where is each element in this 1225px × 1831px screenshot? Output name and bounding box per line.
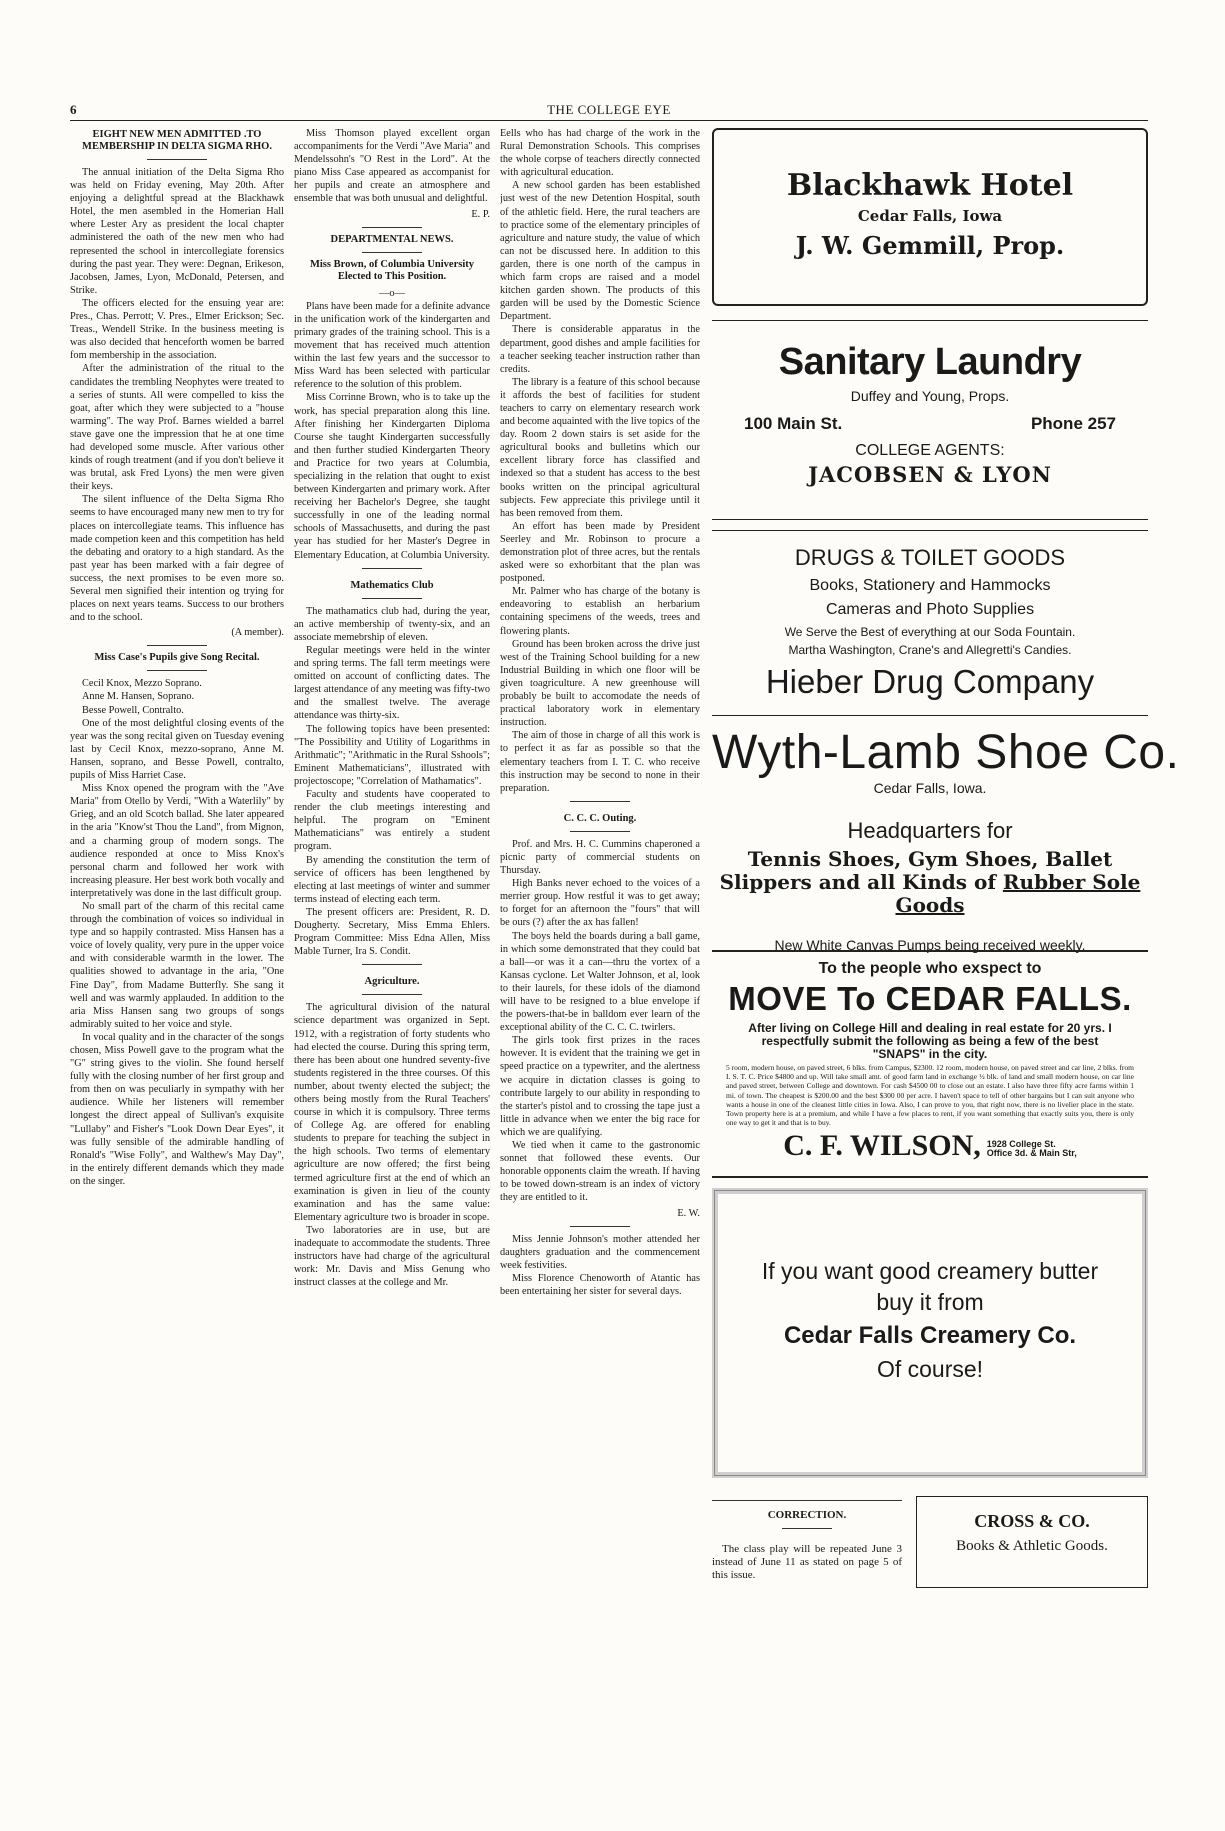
drugs-line: Cameras and Photo Supplies: [825, 601, 1035, 618]
paragraph: Ground has been broken across the drive just west of the Training School building for a new Industrial Building in which one floor will be given toagriculture. A new greenhouse will probably be built to accomodate the needs of practical laboratory work in elementary instruction.: [500, 638, 700, 729]
divider: [147, 159, 207, 160]
divider: [570, 831, 630, 832]
signature: E. P.: [471, 208, 490, 220]
correction-text: The class play will be repeated June 3 instead of June 11 as stated on page 5 of this issue.: [712, 1543, 902, 1581]
paragraph: Miss Florence Chenoworth of Atantic has been entertaining her sister for several days.: [500, 1272, 700, 1297]
paragraph: The following topics have been presented: "The Possibility and Utility of Logarithms in Arithmatic"; "Arithmatic in the Rural Sshools"; Eminent Mathematicians", illustrated with projectoscope; "Correlation of Mathamatics".: [294, 723, 490, 787]
article-title-miss-brown: Miss Brown, of Columbia University Elected to This Position.: [309, 258, 475, 282]
paragraph: We tied when it came to the gastronomic sonnet that followed these events. Our honorable opponents claim the wreath. If having to be towed down-stream is an index of victory they are entitled to it.: [500, 1140, 700, 1204]
divider: [712, 1500, 902, 1501]
wilson-address-line: Office 3d. & Main Str,: [986, 1147, 1077, 1158]
paragraph: In vocal quality and in the character of the songs chosen, Miss Powell gave to the program what the "G" string gives to the violin. She found herself fully with the closing number of her first group and from then on was peculiarly in sympathy with her audience. While her listeners will remember longest the direct appeal of Sullivan's exquisite "Lullaby" and Fisher's "Look Down Dear Eyes", it was fully sensible of the admirable handling of Ronald's "Wise Folly", and Walthew's May Day", in the entirely different demands which they made on the singer.: [70, 1031, 284, 1187]
divider: [362, 568, 422, 569]
column-3: [500, 127, 700, 1787]
divider: [782, 1528, 832, 1529]
paragraph: Miss Jennie Johnson's mother attended her daughters graduation and the commencement week festivities.: [500, 1233, 700, 1271]
signature: E. W.: [677, 1207, 700, 1219]
wilson-body: After living on College Hill and dealing in real estate for 20 yrs. I respectfully submit the following as being a few of the best "SNAPS" in the city.: [748, 1021, 1112, 1061]
masthead: THE COLLEGE EYE: [547, 102, 671, 117]
ad-wyth-lamb-shoe: [712, 723, 1180, 953]
paragraph: The aim of those in charge of all this work is to perfect it as far as possible so that the elementary teachers from I. T. C. who receive this instruction may be second to none in their preparation.: [500, 730, 700, 794]
shoe-products-underlined: Rubber Sole Goods: [895, 870, 1141, 917]
paragraph: Faculty and students have cooperated to render the club meetings interesting and helpful. The program on "Eminent Mathematicians" was entirely a student program.: [294, 789, 490, 853]
wilson-name: C. F. WILSON,: [783, 1129, 981, 1163]
performer-line: Anne M. Hansen, Soprano.: [82, 691, 195, 703]
divider: [570, 801, 630, 802]
wilson-address-line: 1928 College St.: [986, 1138, 1056, 1149]
paragraph: Regular meetings were held in the winter and spring terms. The fall term meetings were omitted on account of conflicting dates. The largest attendance of any meeting was fifty-two and the smallest twelve. The average attendance was thirty-six.: [294, 645, 490, 722]
ornament: —o—: [379, 287, 405, 299]
divider: [147, 645, 207, 646]
ad-blackhawk-hotel: [712, 128, 1148, 306]
article-title-mathematics-club: Mathematics Club: [350, 579, 434, 591]
wilson-address: [987, 1140, 1077, 1158]
divider: [362, 252, 422, 253]
divider: [362, 994, 422, 995]
wilson-signature: [712, 1129, 1148, 1163]
cross-description: Books & Athletic Goods.: [956, 1538, 1108, 1554]
paragraph: A new school garden has been established just west of the new Detention Hospital, south of the athletic field. Here, the rural teachers are to practice some of the elementary principles of agriculture and nature study, the value of which can not be discussed here. In addition to this garden, there is one north of the campus in which farm crops are raised and a model kitchen garden shown. The products of this garden will be used by the Domestic Science Department.: [500, 180, 700, 323]
drugs-line: Martha Washington, Crane's and Allegretti's Candies.: [788, 643, 1072, 657]
hotel-name: Blackhawk Hotel: [786, 168, 1074, 203]
paragraph: Prof. and Mrs. H. C. Cummins chaperoned a picnic party of commercial students on Thursday.: [500, 838, 700, 877]
paragraph: An effort has been made by President Seerley and Mr. Robinson to procure a demonstration plot of three acres, but the rentals asked were so exhorbitant that the plan was postponed.: [500, 520, 700, 585]
paragraph: The agricultural division of the natural science department was organized in Sept. 1912, with a registration of forty students who had elected the course. During this spring term, there has been about one hundred seventy-five students registered in the three courses. Of this number, about twenty elected the subject; the others being mostly from the Rural Teachers' course in which it is compulsory. Three terms of College Ag. are offered for enabling students to prepare for teaching the subject in the high schools. Two terms of elementary agriculture are now offered; the first being termed agriculture first at the end of which an examination is given in lieu of the county examination and has the same value: Elementary agriculture two is broader in scope.: [294, 1002, 490, 1223]
drugs-line: Books, Stationery and Hammocks: [809, 577, 1051, 594]
correction-title: CORRECTION.: [767, 1509, 847, 1521]
article-title-delta-sigma-rho: EIGHT NEW MEN ADMITTED .TO MEMBERSHIP IN DELTA SIGMA RHO.: [82, 129, 272, 152]
ad-hieber-drug: [712, 530, 1148, 716]
paragraph: There is considerable apparatus in the department, good dishes and ample facilities for a teacher seeking teacher instruction rather than credits.: [500, 324, 700, 375]
laundry-agents: JACOBSEN & LYON: [808, 462, 1052, 487]
paragraph: After the administration of the ritual to the candidates the trembling Neophytes were treated to a series of stunts. All were compelled to kiss the goat, after which they were subjected to a "house warming". The way Prof. Barnes wielded a barrel stave gave one the impression that he at one time had developed some muscle. After various other kinds of rough treatment (and if you don't believe it was brutal, ask Fred Lyons) the men were given their keys.: [70, 363, 284, 493]
paragraph: Miss Knox opened the program with the "Ave Maria" from Otello by Verdi, "With a Waterlily" by Grieg, and an old Scotch ballad. She later appeared in the aria "Know'st Thou the Land", from Mignon, and a charming group of modern songs. The audience responded at once to Miss Knox's personal charm and followed her work with increasing pleasure. Her best work both vocally and interpretatively was done in the last difficult group.: [70, 783, 284, 899]
page-number: 6: [70, 102, 77, 117]
article-title-agriculture: Agriculture.: [364, 976, 420, 988]
ad-cross-and-co: [916, 1496, 1148, 1588]
paragraph: No small part of the charm of this recital came through the combination of voices so individual in type and so happily contrasted. Miss Hansen has a voice of lovely quality, very pure in the upper voice and with considerable warmth in the lower. The qualities showed to advantage in the aria, "One Fine Day", from Madame Butterfly. She sang it well and was warmly applauded. In addition to the aria Miss Hansen sang two groups of songs admirably suited to her voice and style.: [70, 900, 284, 1030]
cross-name: CROSS & CO.: [974, 1511, 1090, 1531]
paragraph: The boys held the boards during a ball game, in which some demonstrated that they could bat a ball—or was it a can—thru the vortex of a Kansas cyclone. Let Walter Johnson, et al, look to their laurels, for these idols of the diamond will have to be resigned to a blue envelope if the powers-that-be in balldom ever learn of the exceptional ability of the C. C. C. twirlers.: [500, 930, 700, 1034]
shoe-new-arrivals: New White Canvas Pumps being received weekly.: [774, 937, 1086, 953]
creamery-company: Cedar Falls Creamery Co.: [783, 1322, 1077, 1349]
shoe-headquarters: Headquarters for: [847, 818, 1013, 843]
divider: [147, 670, 207, 671]
ad-cf-wilson: [712, 950, 1148, 1178]
paragraph: Mr. Palmer who has charge of the botany is endeavoring to establish an herbarium containing specimens of the weeds, trees and flowering plants.: [500, 586, 700, 637]
advertisement-column: [712, 118, 1180, 1798]
column-1: [70, 127, 284, 1787]
paragraph: The library is a feature of this school because it affords the best of facilities for student teachers to carry on elementary research work and become aquainted with the live topics of the day. Room 2 down stairs is set aside for the agricultural books and bulletins which our excellent library force has classified and indexed so that a student has access to the best books written on the principal agricultural subjects. Few appreciate this privilege until it has been removed from them.: [500, 376, 700, 519]
laundry-contact: [712, 414, 1148, 434]
laundry-agents-label: COLLEGE AGENTS:: [855, 442, 1005, 459]
wilson-headline: MOVE To CEDAR FALLS.: [728, 980, 1132, 1017]
creamery-line: [718, 1256, 1142, 1318]
paragraph: By amending the constitution the term of service of officers has been lengthened by electing at last meetings of winter and summer terms instead of electing each term.: [294, 854, 490, 905]
paragraph: The present officers are: President, R. D. Dougherty. Secretary, Miss Emma Ehlers. Program Committee: Miss Edna Allen, Miss Mable Turner, Ira S. Condit.: [294, 906, 490, 958]
hotel-city: Cedar Falls, Iowa: [857, 207, 1003, 225]
paragraph: One of the most delightful closing events of the year was the song recital given on Tuesday evening last by Cecil Knox, mezzo-soprano, Anne M. Hansen, soprano, and Besse Powell, contralto, pupils of Miss Harriet Case.: [70, 717, 284, 782]
laundry-name: Sanitary Laundry: [778, 341, 1082, 383]
paragraph: The mathamatics club had, during the year, an active membership of twenty-six, and an associate memebrship of eleven.: [294, 605, 490, 643]
paragraph: High Banks never echoed to the voices of a merrier group. How restful it was to get away; to forget for an afternoon the "fours" that will be ours (?) after the ax has fallen!: [500, 878, 700, 929]
shoe-company-name: Wyth-Lamb Shoe Co.: [712, 726, 1180, 779]
laundry-owners: Duffey and Young, Props.: [850, 388, 1010, 404]
performer-line: Besse Powell, Contralto.: [82, 704, 184, 716]
laundry-address: 100 Main St.: [744, 414, 843, 433]
wilson-listings: 5 room, modern house, on paved street, 6 blks. from Campus, $2300. 12 room, modern house, on paved street and car line, 2 blks. from I. S. T. C. Price $4800 and up. Will take small amt. of good farm land in exchange ½ blk. of land and small modern house, on car line and paved street, between College and downtown. For cash $4500 00 to close out an estate. I also have three fifty acre farms within 1 mi. of town. The cheapest is $200.00 and the best $300 00 per acre. I haven't space to tell of other bargains but I can suit anyone who wants a house in one of the cleanest little cities in Iowa. Also, I can prove to you, that right now, there is no livelier place in the state. Town property here is at a premium, and while I have a few places to rent, if you want something that exactly suits you, there is only one way to get it and that is to buy.: [726, 1063, 1134, 1128]
paragraph: Two laboratories are in use, but are inadequate to accommodate the students. Three instructors have had charge of the agricultural work: Mr. Davis and Miss Genung who instruct classes at the college and Mr.: [294, 1224, 490, 1289]
ad-sanitary-laundry: [712, 320, 1148, 520]
column-2: [294, 127, 490, 1787]
article-title-song-recital: Miss Case's Pupils give Song Recital.: [94, 652, 260, 664]
paragraph: The silent influence of the Delta Sigma Rho seems to have encouraged many new men to try for places on intercollegiate teams. This influence has made competion keen and this competition has held the debating and oratory to a high standard. As the past year has been marked with a fair degree of success, the next promises to be even more so. Several men signified their intention og trying for places on next years teams. Success to our brothers and to the school.: [70, 494, 284, 624]
shoe-products: [712, 848, 1148, 917]
article-title-ccc-outing: C. C. C. Outing.: [563, 812, 637, 824]
divider: [570, 1226, 630, 1227]
divider: [362, 227, 422, 228]
performer-line: Cecil Knox, Mezzo Soprano.: [82, 678, 202, 690]
signature: (A member).: [231, 627, 284, 639]
drugs-line: We Serve the Best of everything at our Soda Fountain.: [784, 625, 1076, 639]
drugs-company: Hieber Drug Company: [765, 663, 1095, 700]
creamery-line-1: If you want good creamery butter: [761, 1258, 1099, 1284]
paragraph: The annual initiation of the Delta Sigma Rho was held on Friday evening, May 20th. After enjoying a delightful spread at the Blackhawk Hotel, the men asembled in the Homerian Hall where Lester Ary as president the local chapter administered the oath of the new men who had represented the school in intercollegiate forensics during the past year. They were: Degnan, Erikeson, Jacobsen, James, Lyon, McDonald, Petersen, and Strike.: [70, 167, 284, 296]
paragraph: Eells who has had charge of the work in the Rural Demonstration Schools. This comprises the whole corpse of teachers directly connected with agricultural education.: [500, 128, 700, 179]
ad-cedar-falls-creamery: [712, 1188, 1148, 1478]
drugs-headline: DRUGS & TOILET GOODS: [794, 545, 1066, 570]
creamery-tagline: Of course!: [876, 1356, 984, 1382]
divider: [362, 598, 422, 599]
creamery-line-2: buy it from: [876, 1289, 984, 1315]
paragraph: Miss Thomson played excellent organ accompaniments for the Verdi "Ave Maria" and Mendelssohn's "O Rest in the Lord". At the piano Miss Case appeared as accompanist for her pupils and create an atmosphere and ensemble that was both unusual and delightful.: [294, 128, 490, 205]
section-title-departmental-news: DEPARTMENTAL NEWS.: [330, 233, 454, 245]
paragraph: Plans have been made for a definite advance in the unification work of the kindergarten and primary grades of the training school. This is a movement that has received much attention within the last few years and the successor to Miss Ward has been selected with particular reference to the solution of this problem.: [294, 300, 490, 391]
divider: [362, 964, 422, 965]
paragraph: The officers elected for the ensuing year are: Pres., Chas. Perrott; V. Pres., Elmer Erickson; Sec. Treas., Wendell Strike. In the business meeting is was also decided that henceforth women be barred fom membership in the association.: [70, 297, 284, 362]
shoe-city: Cedar Falls, Iowa.: [873, 780, 987, 796]
wilson-intro: To the people who exspect to: [818, 960, 1042, 977]
correction-notice: [712, 1500, 902, 1582]
shoe-products-text: Tennis Shoes, Gym Shoes, Ballet Slippers and all Kinds of: [719, 847, 1113, 894]
hotel-proprietor: J. W. Gemmill, Prop.: [795, 231, 1065, 260]
paragraph: Miss Corrinne Brown, who is to take up the work, has special preparation along this line. After finishing her Kindergarten Diploma Course she taught Kindergarten successfully and then further studied Kindergarten Theory and Practice for two years at Columbia, specializing in the relation that ought to exist between Kindergarten and primary work. After receiving her Bachelor's Degree, she taught successfully in one of the leading normal schools of Massachusetts, and during the past year has studied for her Master's Degree in Elementary Education, at Columbia University.: [294, 392, 490, 561]
paragraph: The girls took first prizes in the races however. It is evident that the training we get in speed practice on a typewriter, and the alertness we acquire in dictation classes is going to contribute largely to our ability in responding to the starter's pistol and to crossing the tape just a little in advance when we enter the big race for which we are qualifying.: [500, 1035, 700, 1138]
laundry-phone: Phone 257: [1030, 414, 1116, 433]
